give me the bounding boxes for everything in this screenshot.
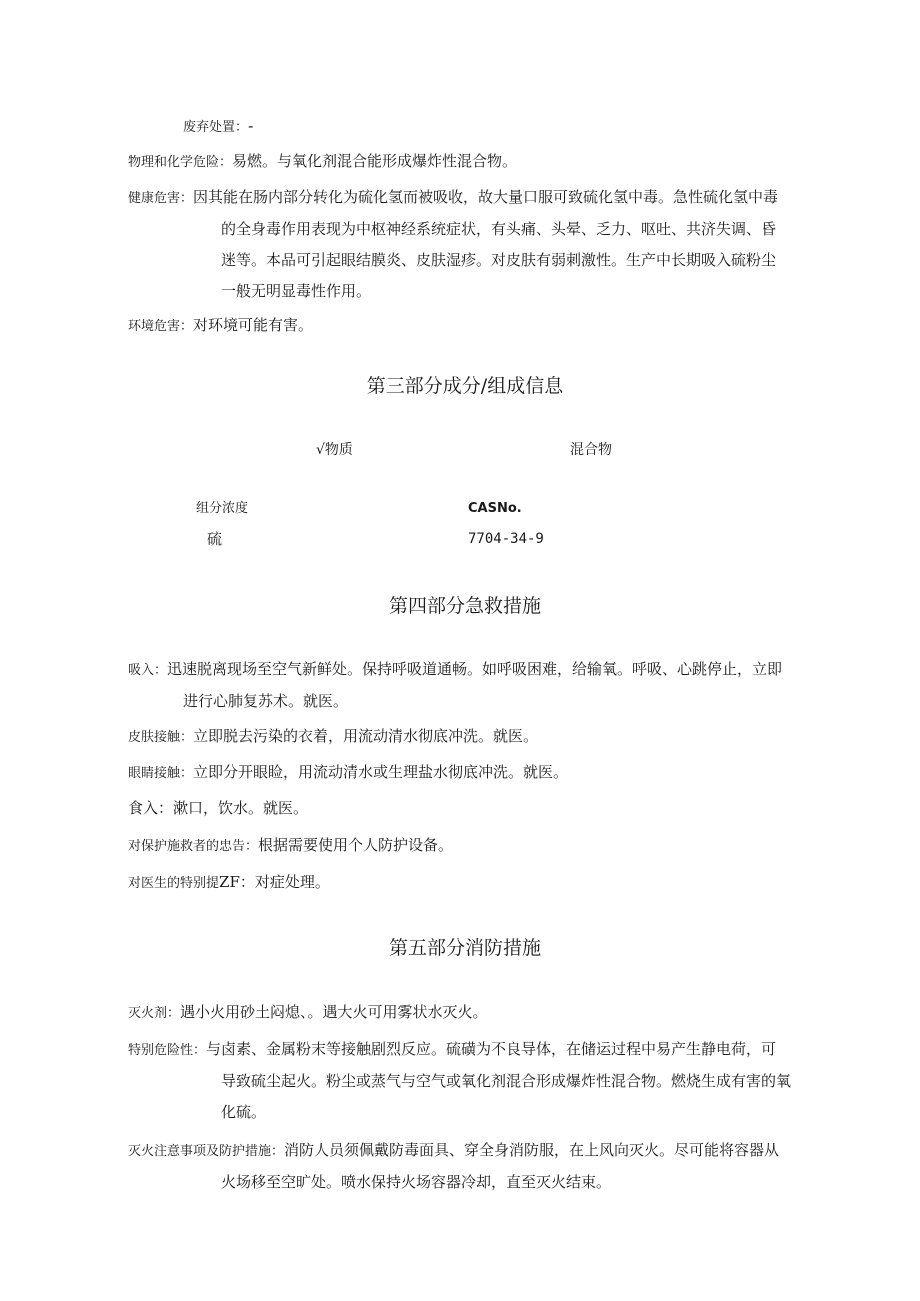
substance-option: √物质: [316, 442, 353, 458]
inhale-label: 吸入：: [128, 663, 168, 678]
doctor-row: [128, 873, 330, 893]
doctor-label-suffix: ZF：: [219, 873, 255, 891]
agent-text: 遇小火用砂土闷熄、。遇大火可用雾状水灭火。: [180, 1003, 488, 1021]
component-column-header: 组分浓度: [196, 501, 249, 516]
agent-label: 灭火剂：: [128, 1006, 181, 1021]
phys-chem-row: [128, 152, 517, 172]
skin-row: [128, 727, 538, 747]
disposal-row: [183, 117, 253, 137]
health-label: 健康危害：: [128, 191, 194, 206]
health-line-1: 因其能在肠内部分转化为硫化氢而被吸收，故大量口服可致硫化氢中毒。急性硫化氢中毒: [193, 188, 779, 206]
eye-text: 立即分开眼睑，用流动清水或生理盐水彻底冲洗。就医。: [193, 763, 569, 781]
env-text: 对环境可能有害。: [193, 316, 314, 334]
section-5-title: 第五部分消防措施: [388, 937, 541, 959]
component-name: 硫: [207, 530, 223, 548]
eye-label: 眼睛接触：: [128, 766, 194, 781]
hazard-label: 特别危险性：: [128, 1043, 207, 1058]
hazard-line-1: 与卤素、金属粉末等接触剧烈反应。硫磺为不良导体，在储运过程中易产生静电荷，可: [206, 1040, 777, 1058]
health-line-2: 的全身毒作用表现为中枢神经系统症状，有头痛、头晕、乏力、呕吐、共济失调、昏: [221, 220, 777, 238]
health-line-3: 迷等。本品可引起眼结膜炎、皮肤湿疹。对皮肤有弱刺激性。生产中长期吸入硫粉尘: [221, 251, 777, 269]
disposal-label: 废弃处置：: [183, 120, 249, 135]
inhale-line-2: 进行心肺复苏术。就医。: [183, 692, 349, 710]
health-paragraph: [128, 182, 778, 307]
rescuer-row: [128, 836, 453, 856]
rescuer-text: 根据需要使用个人防护设备。: [258, 836, 454, 854]
hazard-line-2: 导致硫尘起火。粉尘或蒸气与空气或氧化剂混合形成爆炸性混合物。燃烧生成有害的氧: [221, 1072, 792, 1090]
disposal-text: -: [248, 117, 254, 135]
agent-row: [128, 1003, 488, 1023]
precautions-label: 灭火注意事项及防护措施：: [128, 1144, 285, 1159]
precautions-line-1: 消防人员须佩戴防毒面具、穿全身消防服，在上风向灭火。尽可能将容器从: [284, 1141, 780, 1159]
skin-label: 皮肤接触：: [128, 730, 194, 745]
cas-column-header: CASNo.: [468, 501, 522, 516]
cas-number: 7704-34-9: [468, 531, 544, 547]
phys-chem-label: 物理和化学危险：: [128, 155, 233, 170]
health-line-4: 一般无明显毒性作用。: [221, 282, 372, 300]
mixture-option: 混合物: [570, 442, 612, 458]
skin-text: 立即脱去污染的衣着，用流动清水彻底冲洗。就医。: [193, 727, 539, 745]
section-3-title: 第三部分成分/组成信息: [366, 375, 564, 397]
rescuer-label: 对保护施救者的忠告：: [128, 839, 259, 854]
doctor-label: 对医生的特别提: [128, 876, 220, 891]
env-row: [128, 316, 313, 336]
inhale-line-1: 迅速脱离现场至空气新鲜处。保持呼吸道通畅。如呼吸困难，给输氧。呼吸、心跳停止，立即: [167, 660, 783, 678]
precautions-line-2: 火场移至空旷处。喷水保持火场容器冷却，直至灭火结束。: [221, 1173, 612, 1191]
hazard-paragraph: [128, 1034, 791, 1128]
section-4-title: 第四部分急救措施: [388, 595, 541, 617]
precautions-paragraph: [128, 1135, 779, 1198]
eye-row: [128, 763, 568, 783]
phys-chem-text: 易燃。与氧化剂混合能形成爆炸性混合物。: [232, 152, 518, 170]
ingest-label: 食入：: [128, 799, 174, 817]
ingest-row: [128, 799, 308, 817]
env-label: 环境危害：: [128, 319, 194, 334]
hazard-line-3: 化硫。: [221, 1103, 267, 1121]
inhale-paragraph: [128, 654, 782, 717]
ingest-text: 漱口，饮水。就医。: [173, 799, 309, 817]
doctor-text: 对症处理。: [254, 873, 330, 891]
